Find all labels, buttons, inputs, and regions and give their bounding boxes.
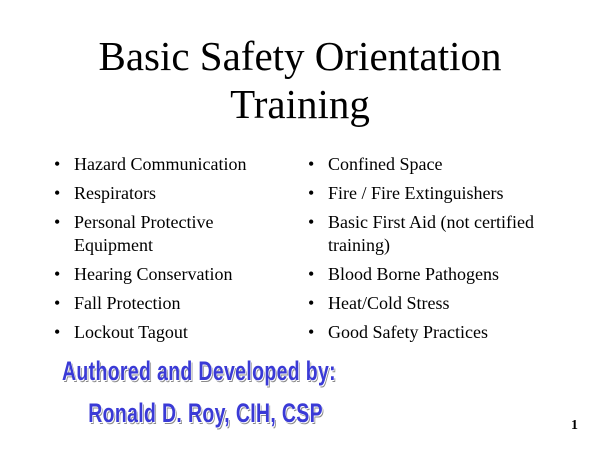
bullet-icon: • [308,212,315,232]
topic-label: Hazard Communication [74,154,247,174]
page-number: 1 [571,418,578,433]
bullet-icon: • [308,322,315,342]
topic-label: Confined Space [328,154,443,174]
slide-title [0,32,600,128]
topic-label: Hearing Conservation [74,264,233,284]
bullet-icon: • [308,264,315,284]
bullet-icon: • [54,264,61,284]
topic-label: Lockout Tagout [74,322,188,342]
topic-label: Fire / Fire Extinguishers [328,183,504,203]
topic-label: Heat/Cold Stress [328,293,450,313]
list-item [52,263,292,286]
topic-label: Fall Protection [74,293,181,313]
bullet-icon: • [308,154,315,174]
list-item [52,153,292,176]
slide-title-line-2: Training [230,81,370,127]
author-credit-line: Authored and Developed by: [62,356,336,386]
list-item [52,211,292,257]
bullet-icon: • [54,322,61,342]
topic-label: Good Safety Practices [328,322,488,342]
list-item [306,182,566,205]
left-topic-list [52,153,292,350]
list-item [52,292,292,315]
list-item [306,292,566,315]
topic-label: Respirators [74,183,156,203]
list-item [52,321,292,344]
bullet-icon: • [54,293,61,313]
bullet-icon: • [54,212,61,232]
bullet-icon: • [54,183,61,203]
list-item [306,153,566,176]
list-item [52,182,292,205]
bullet-icon: • [308,293,315,313]
bullet-icon: • [54,154,61,174]
right-topic-list [306,153,566,350]
topic-label: Basic First Aid (not certified training) [328,212,534,255]
list-item [306,211,566,257]
bullet-icon: • [308,183,315,203]
slide-title-line-1: Basic Safety Orientation [98,33,502,79]
topic-label: Personal Protective Equipment [74,212,214,255]
author-name: Ronald D. Roy, CIH, CSP [88,398,323,428]
topic-label: Blood Borne Pathogens [328,264,499,284]
list-item [306,263,566,286]
list-item [306,321,566,344]
